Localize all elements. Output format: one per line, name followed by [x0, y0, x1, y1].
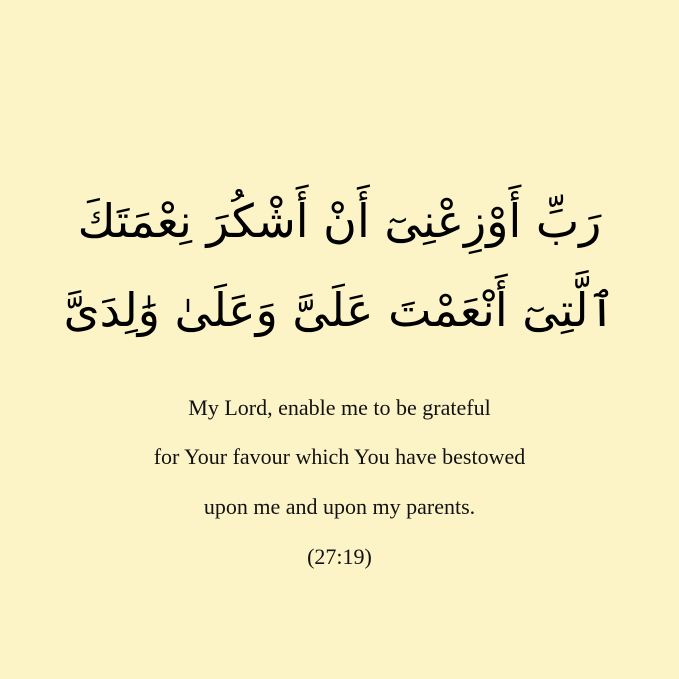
translation-line-2: for Your favour which You have bestowed [153, 444, 526, 469]
arabic-verse-line-1: رَبِّ أَوْزِعْنِىٓ أَنْ أَشْكُرَ نِعْمَتَكَ [77, 194, 602, 248]
translation-line-3: upon me and upon my parents. [203, 494, 476, 519]
verse-reference: (27:19) [307, 544, 372, 569]
translation-line-1: My Lord, enable me to be grateful [188, 395, 491, 420]
arabic-verse-line-2: ٱلَّتِىٓ أَنْعَمْتَ عَلَىَّ وَعَلَىٰ وَٰلِدَىَّ [63, 283, 616, 337]
